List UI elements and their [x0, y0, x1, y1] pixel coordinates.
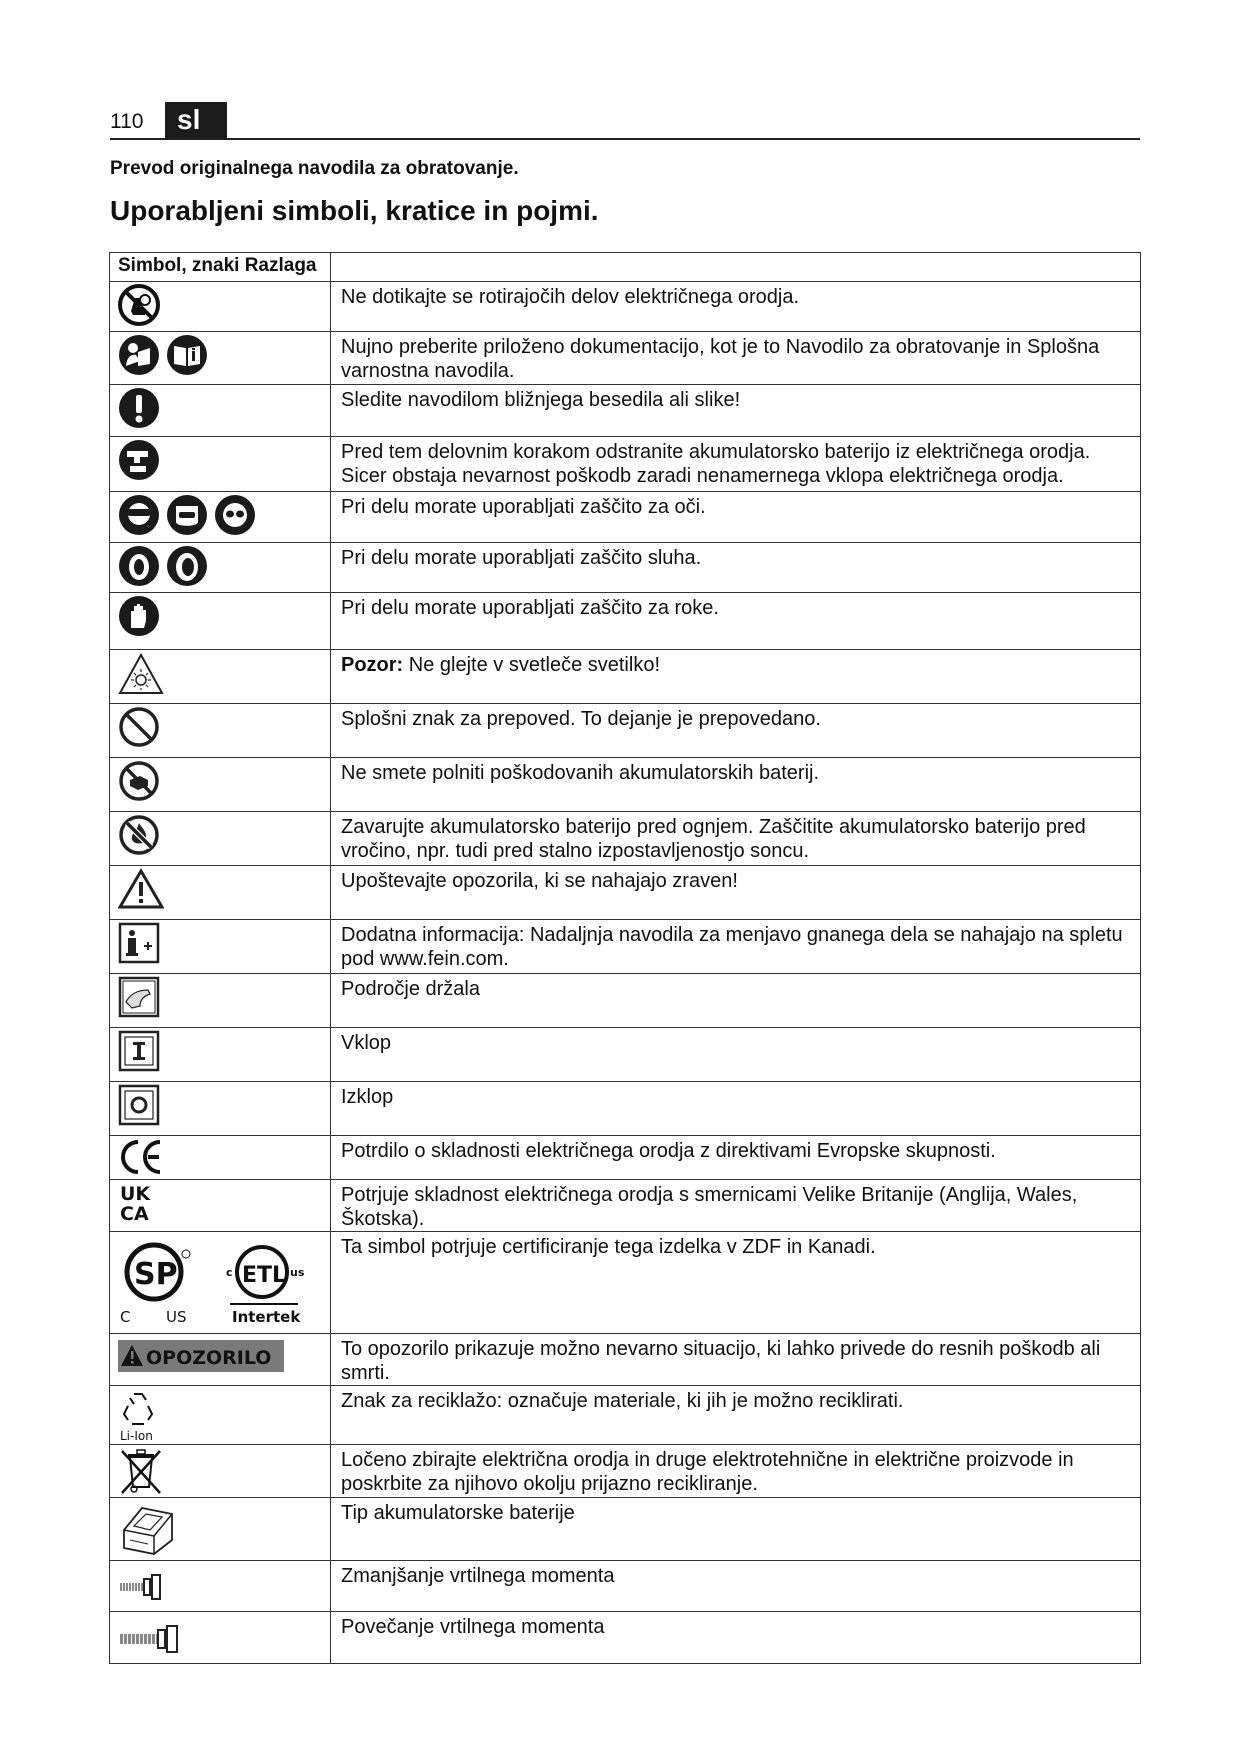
- face-shield-icon: [166, 494, 208, 536]
- table-row: [110, 492, 1141, 543]
- column-header-symbol: Simbol, znaki Razlaga: [110, 253, 331, 282]
- table-row: [110, 1136, 1141, 1180]
- switch-on-icon: [118, 1030, 160, 1072]
- table-row: [110, 866, 1141, 920]
- row-text-bold: Pozor:: [341, 654, 404, 676]
- switch-off-icon: [118, 1084, 160, 1126]
- exclamation-mandatory-icon: [118, 387, 160, 429]
- torque-decrease-icon: [118, 1571, 164, 1603]
- table-row: [110, 1386, 1141, 1445]
- table-row: [110, 1561, 1141, 1612]
- row-text: Splošni znak za prepoved. To dejanje je prepovedano.: [331, 704, 1141, 758]
- prohibition-icon: [118, 706, 160, 748]
- table-header-row: [110, 253, 1141, 282]
- torque-increase-icon: [118, 1622, 184, 1656]
- table-row: [110, 332, 1141, 385]
- row-text: Dodatna informacija: Nadaljnja navodila za menjavo gnanega dela se nahajajo na spletu pod www.fein.com.: [331, 920, 1141, 974]
- row-text: Potrjuje skladnost električnega orodja s smernicami Velike Britanije (Anglija, Wales, Škotska).: [331, 1180, 1141, 1232]
- no-damaged-battery-icon: [118, 760, 160, 802]
- row-text: Izklop: [331, 1082, 1141, 1136]
- row-text: Področje držala: [331, 974, 1141, 1028]
- row-text: Nujno preberite priloženo dokumentacijo, kot je to Navodilo za obratovanje in Splošna varnostna navodila.: [331, 332, 1141, 385]
- table-row: [110, 543, 1141, 593]
- table-row: [110, 1334, 1141, 1386]
- table-row: [110, 920, 1141, 974]
- row-text: Upoštevajte opozorila, ki se nahajajo zraven!: [331, 866, 1141, 920]
- warning-signal-word-icon: [118, 1340, 284, 1372]
- csa-text: SP: [134, 1257, 178, 1292]
- warning-triangle-icon: [118, 868, 164, 910]
- row-text: Ločeno zbirajte električna orodja in druge elektrotehnične in električne proizvode in poskrbite za njihovo okolju prijazno recikliranje.: [331, 1445, 1141, 1498]
- row-text: Sledite navodilom bližnjega besedila ali slike!: [331, 385, 1141, 437]
- grip-area-icon: [118, 976, 160, 1018]
- document-subtitle: Prevod originalnega navodila za obratovanje.: [110, 158, 519, 179]
- read-manual-person-icon: [118, 334, 160, 376]
- table-row: [110, 593, 1141, 650]
- no-touch-rotating-icon: [118, 284, 160, 326]
- row-text: Pred tem delovnim korakom odstranite akumulatorsko baterijo iz električnega orodja. Sicer obstaja nevarnost poškodb zaradi nenamernega vklopa električnega orodja.: [331, 437, 1141, 492]
- row-text: Ta simbol potrjuje certificiranje tega izdelka v ZDF in Kanadi.: [331, 1232, 1141, 1334]
- row-text: Tip akumulatorske baterije: [331, 1498, 1141, 1561]
- table-row: [110, 812, 1141, 866]
- table-row: [110, 704, 1141, 758]
- table-row: [110, 385, 1141, 437]
- table-row: [110, 1445, 1141, 1498]
- row-text: To opozorilo prikazuje možno nevarno situacijo, ki lahko privede do resnih poškodb ali smrti.: [331, 1334, 1141, 1386]
- table-row: [110, 758, 1141, 812]
- warning-label: OPOZORILO: [146, 1347, 272, 1369]
- row-text: [331, 650, 1141, 704]
- table-row: [110, 282, 1141, 332]
- row-text: Povečanje vrtilnega momenta: [331, 1612, 1141, 1664]
- row-text: Pri delu morate uporabljati zaščito sluha.: [331, 543, 1141, 593]
- weee-crossed-bin-icon: [118, 1447, 164, 1495]
- bright-light-warning-icon: [118, 652, 164, 696]
- csa-certification-icon: [118, 1240, 198, 1326]
- csa-us-text: US: [166, 1308, 187, 1326]
- table-row: [110, 1612, 1141, 1664]
- table-row: [110, 1180, 1141, 1232]
- table-row: [110, 1082, 1141, 1136]
- ukca-bottom-text: CA: [120, 1203, 149, 1224]
- row-text: Vklop: [331, 1028, 1141, 1082]
- table-row: [110, 437, 1141, 492]
- symbols-table: [109, 252, 1141, 1664]
- column-header-explanation: [331, 253, 1141, 282]
- manual-book-icon: [166, 334, 208, 376]
- etl-us-text: us: [290, 1266, 305, 1279]
- ukca-top-text: UK: [120, 1183, 151, 1205]
- table-row: [110, 1232, 1141, 1334]
- row-text: Zavarujte akumulatorsko baterijo pred ognjem. Zaščitite akumulatorsko baterijo pred vročino, npr. tudi pred stalno izpostavljenostjo soncu.: [331, 812, 1141, 866]
- table-row: [110, 1498, 1141, 1561]
- row-text-rest: Ne glejte v svetleče svetilko!: [403, 654, 660, 676]
- language-tab: sl: [165, 102, 227, 138]
- gloves-icon: [118, 595, 160, 637]
- row-text: Potrdilo o skladnosti električnega orodja z direktivami Evropske skupnosti.: [331, 1136, 1141, 1180]
- row-text: Znak za reciklažo: označuje materiale, ki jih je možno reciklirati.: [331, 1386, 1141, 1445]
- ukca-mark-icon: [118, 1182, 158, 1224]
- row-text: Ne smete polniti poškodovanih akumulatorskih baterij.: [331, 758, 1141, 812]
- table-row: [110, 974, 1141, 1028]
- li-ion-text: Li-Ion: [120, 1429, 153, 1442]
- battery-pack-icon: [118, 1500, 178, 1558]
- ce-mark-icon: [118, 1138, 164, 1176]
- table-row: [110, 650, 1141, 704]
- etl-listed-icon: [222, 1240, 306, 1332]
- ear-protection-icon: [118, 545, 160, 587]
- etl-c-text: c: [226, 1266, 233, 1279]
- page-number: 110: [110, 110, 144, 133]
- intertek-text: Intertek: [232, 1308, 301, 1326]
- row-text: Ne dotikajte se rotirajočih delov električnega orodja.: [331, 282, 1141, 332]
- remove-battery-icon: [118, 439, 160, 481]
- row-text: Pri delu morate uporabljati zaščito za roke.: [331, 593, 1141, 650]
- info-plus-icon: [118, 922, 160, 964]
- page-header: [110, 100, 1140, 140]
- no-fire-battery-icon: [118, 814, 160, 856]
- row-text: Pri delu morate uporabljati zaščito za oči.: [331, 492, 1141, 543]
- ear-muffs-icon: [166, 545, 208, 587]
- csa-c-text: C: [120, 1308, 131, 1326]
- table-row: [110, 1028, 1141, 1082]
- recycling-li-ion-icon: [118, 1388, 162, 1442]
- eye-protection-icon: [118, 494, 160, 536]
- etl-text: ETL: [242, 1263, 287, 1288]
- row-text: Zmanjšanje vrtilnega momenta: [331, 1561, 1141, 1612]
- page-title: Uporabljeni simboli, kratice in pojmi.: [110, 195, 599, 226]
- safety-goggles-icon: [214, 494, 256, 536]
